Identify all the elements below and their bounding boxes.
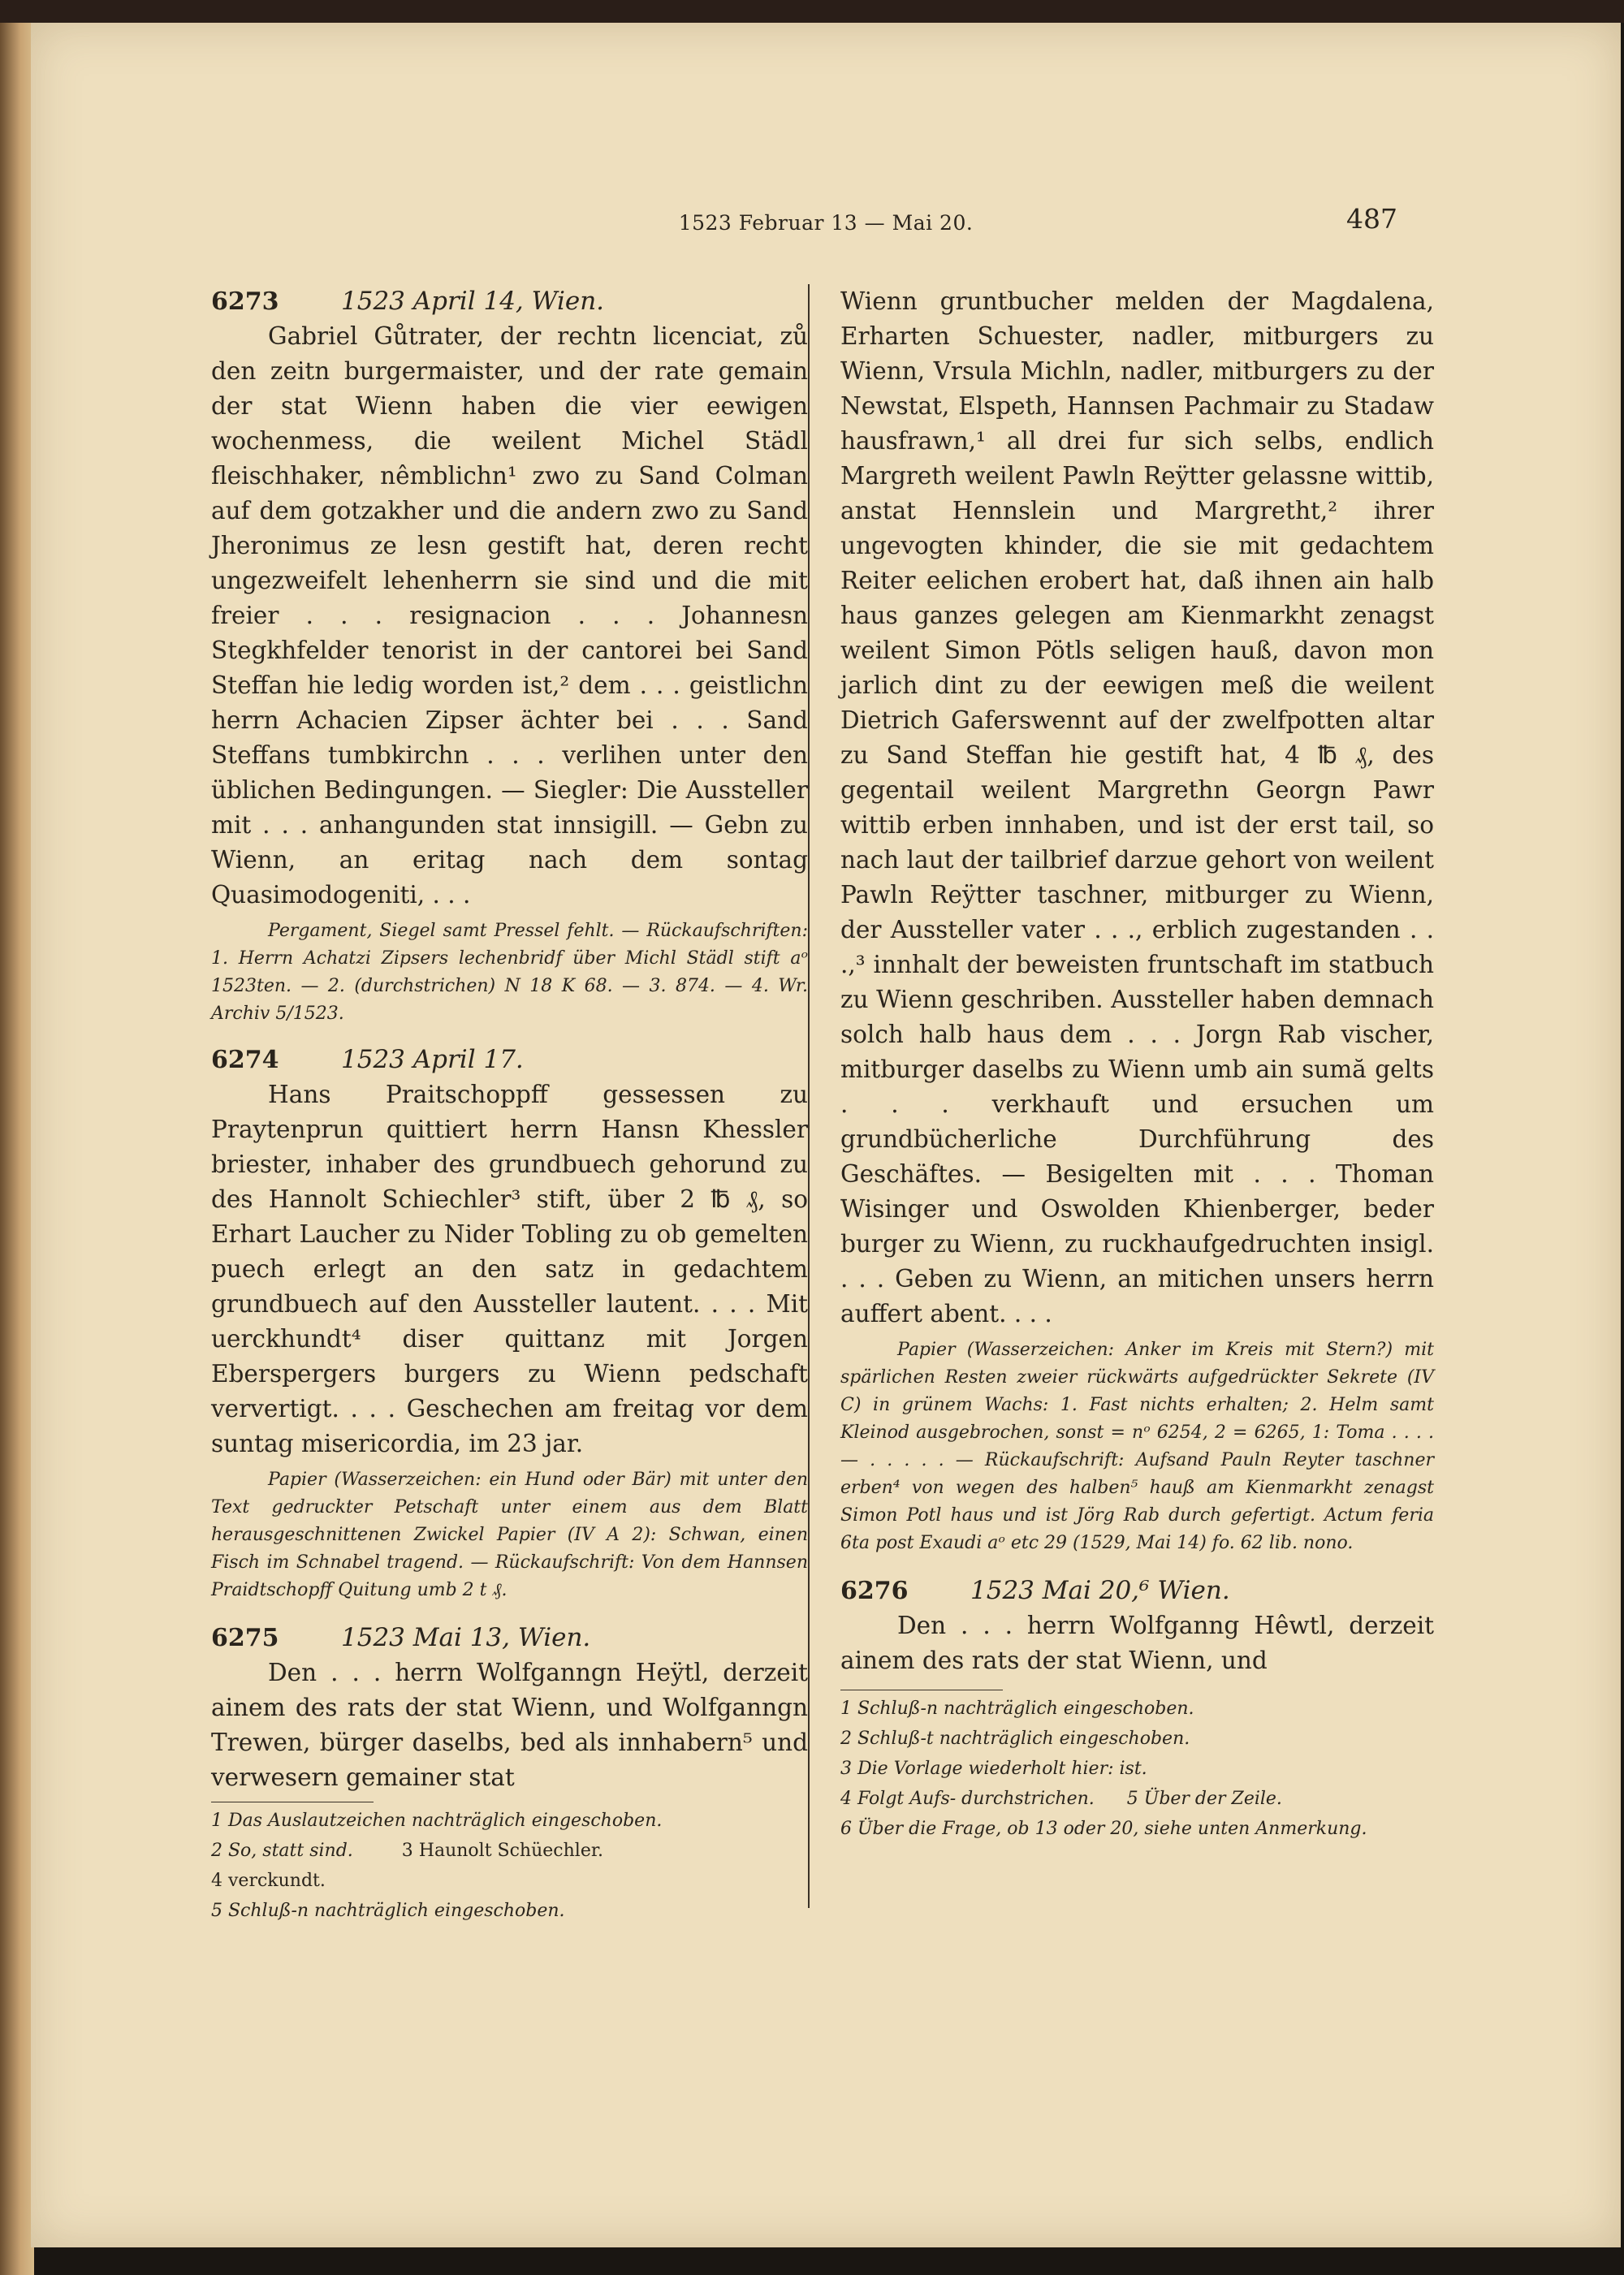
footnote: 3 Die Vorlage wiederholt hier: ist.: [840, 1759, 1147, 1779]
entry-note: Papier (Wasserzeichen: ein Hund oder Bär) mit unter den Text gedruckter Petschaft unter einem aus dem Blatt herausgeschnittenen Zwickel Papier (IV A 2): Schwan, einen Fisch im Schnabel tragend. — Rückaufschrift: Von dem Hannsen Praidtschopff Quitung umb 2 t ₰.: [211, 1470, 808, 1600]
entry-6276: [840, 1574, 1434, 1678]
entry-date: 1523 Mai 13, Wien.: [341, 1623, 591, 1652]
page-header: [31, 200, 1621, 240]
entry-number: 6276: [840, 1577, 909, 1605]
footnote-row: [840, 1784, 1434, 1814]
footnote: 1 Das Auslautzeichen nachträglich eingeschoben.: [211, 1811, 663, 1831]
entry-text: Den . . . herrn Wolfganngn Heÿtl, derzeit ainem des rats der stat Wienn, und Wolfganngn Trewen, bürger daselbs, bed als innhabern⁵ und verwesern gemainer stat: [211, 1659, 808, 1791]
entry-number: 6275: [211, 1624, 279, 1652]
entry-note: Papier (Wasserzeichen: Anker im Kreis mit Stern?) mit spärlichen Resten zweier rückwärts aufgedrückter Sekrete (IV C) in grünem Wachs: 1. Fast nichts erhalten; 2. Helm samt Kleinod ausgebrochen, sonst = nᵒ 6254, 2 = 6265, 1: Toma . . . . — . . . . . — Rückaufschrift: Aufsand Pauln Reyter taschner erben⁴ von wegen des halben⁵ hauß am Kienmarkht zenagst Simon Potl haus und ist Jörg Rab durch gefertigt. Actum feria 6ta post Exaudi aᵒ etc 29 (1529, Mai 14) fo. 62 lib. nono.: [840, 1340, 1434, 1553]
entry-text: Gabriel Gůtrater, der rechtn licenciat, zů den zeitn burgermaister, und der rate gemain der stat Wienn haben die vier eewigen wochenmess, die weilent Michel Städl fleischhaker, nêmblichn¹ zwo zu Sand Colman auf dem gotzakher und die andern zwo zu Sand Jheronimus ze lesn gestift hat, deren recht ungezweifelt lehenherrn sie sind und die mit freier . . . resignacion . . . Johannesn Stegkhfelder tenorist in der cantorei bei Sand Steffan hie ledig worden ist,² dem . . . geistlichn herrn Achacien Zipser ächter bei . . . Sand Steffans tumbkirchn . . . verlihen unter den üblichen Bedingungen. — Siegler: Die Aussteller mit . . . anhangunden stat innsigill. — Gebn zu Wienn, an eritag nach dem sontag Quasimodogeniti, . . .: [211, 322, 808, 909]
entry-head: [840, 1574, 1434, 1608]
page-number: 487: [1346, 203, 1397, 235]
entry-number: 6273: [211, 287, 279, 316]
footnote: 4 Folgt Aufs- durchstrichen.: [840, 1789, 1095, 1809]
footnote: 6 Über die Frage, ob 13 oder 20, siehe unten Anmerkung.: [840, 1819, 1367, 1839]
entry-text: Hans Praitschoppff gessessen zu Praytenprun quittiert herrn Hansn Khessler briester, inhaber des grundbuech gehorund zu des Hannolt Schiechler³ stift, über 2 ℔ ₰, so Erhart Laucher zu Nider Tobling zu ob gemelten puech erlegt an den satz in gedachtem grundbuech auf den Aussteller lautent. . . . Mit uerckhundt⁴ diser quittanz mit Jorgen Eberspergers burgers zu Wienn pedschaft ververtigt. . . . Geschechen am freitag vor dem suntag misericordia, im 23 jar.: [211, 1081, 808, 1457]
entry-date: 1523 April 14, Wien.: [341, 287, 605, 316]
footnote: 2 Schluß-t nachträglich eingeschoben.: [840, 1729, 1190, 1749]
entry-number: 6274: [211, 1046, 279, 1074]
footnote-row: [211, 1836, 808, 1866]
entry-6274: [211, 1043, 808, 1604]
entry-date: 1523 April 17.: [341, 1045, 524, 1074]
scan-top-edge: [0, 0, 1624, 23]
footnotes: [840, 1694, 1434, 1844]
entry-head: [211, 1043, 808, 1077]
running-title: 1523 Februar 13 — Mai 20.: [678, 211, 974, 235]
entry-date: 1523 Mai 20,⁶ Wien.: [970, 1576, 1230, 1605]
entry-head: [211, 284, 808, 319]
entry-text-continued: Wienn gruntbucher melden der Magdalena, Erharten Schuester, nadler, mitburgers zu Wienn, Vrsula Michln, nadler, mitburgers zu der Newstat, Elspeth, Hannsen Pachmair zu Stadaw hausfrawn,¹ all drei fur sich selbs, endlich Margreth weilent Pawln Reÿtter gelassne wittib, anstat Hennslein und Margretht,² ihrer ungevogten khinder, die sie mit gedachtem Reiter eelichen erobert hat, daß ihnen ain halb haus ganzes gelegen am Kienmarkht zenagst weilent Simon Pötls seligen hauß, davon mon jarlich dint zu der eewigen meß die weilent Dietrich Gaferswennt auf der zwelfpotten altar zu Sand Steffan hie gestift hat, 4 ℔ ₰, des gegentail weilent Margrethn Georgn Pawr wittib erben innhaben, und ist der erst tail, so nach laut der tailbrief darzue gehort von weilent Pawln Reÿtter taschner, mitburger zu Wienn, der Aussteller vater . . ., erblich zugestanden . . .,³ innhalt der beweisten fruntschaft im statbuch zu Wienn geschriben. Aussteller haben demnach solch halb haus dem . . . Jorgn Rab vischer, mitburger daselbs zu Wienn umb ain sumă gelts . . . verkhauft und ersuchen um grundbücherliche Durchführung des Geschäftes. — Besigelten mit . . . Thoman Wisinger und Oswolden Khienberger, beder burger zu Wienn, zu ruckhaufgedruchten insigl. . . . Geben zu Wienn, an mitichen unsers herrn auffert abent. . . .: [840, 287, 1434, 1327]
entry-6275: [211, 1621, 808, 1795]
entry-6273: [211, 284, 808, 1028]
footnotes: [211, 1806, 808, 1926]
book-spine-edge: [0, 23, 34, 2275]
footnote: 4 verckundt.: [211, 1871, 326, 1891]
footnote: 1 Schluß-n nachträglich eingeschoben.: [840, 1699, 1194, 1719]
entry-head: [211, 1621, 808, 1656]
left-column: [211, 284, 808, 1926]
right-column: [808, 284, 1434, 1908]
footnote: 5 Schluß-n nachträglich eingeschoben.: [211, 1901, 565, 1921]
entry-note: Pergament, Siegel samt Pressel fehlt. — Rückaufschriften: 1. Herrn Achatzi Zipsers lechenbridf über Michl Städl stift aᵒ 1523ten. — 2. (durchstrichen) N 18 K 68. — 3. 874. — 4. Wr. Archiv 5/1523.: [211, 921, 808, 1024]
footnote: 3 Haunolt Schüechler.: [401, 1841, 603, 1861]
footnote: 2 So, statt sind.: [211, 1841, 353, 1861]
footnote: 5 Über der Zeile.: [1126, 1789, 1282, 1809]
book-page: [31, 23, 1621, 2247]
entry-text: Den . . . herrn Wolfganng Hêwtl, derzeit ainem des rats der stat Wienn, und: [840, 1612, 1434, 1674]
